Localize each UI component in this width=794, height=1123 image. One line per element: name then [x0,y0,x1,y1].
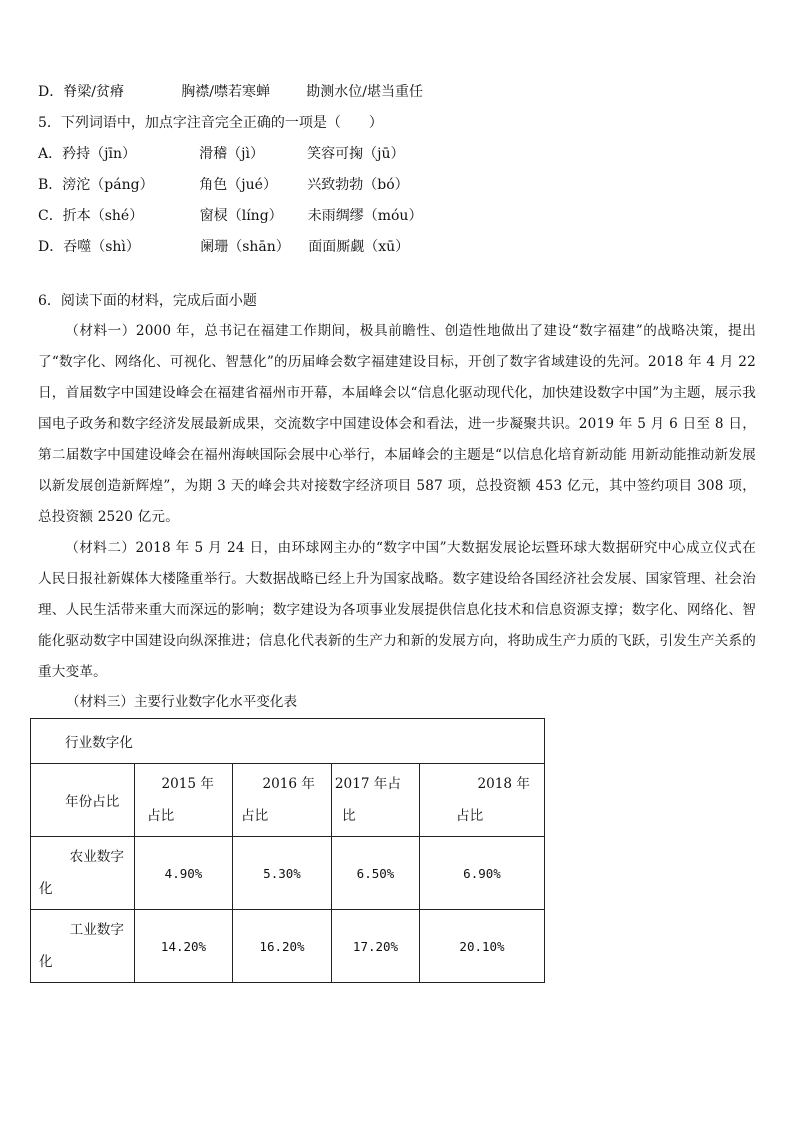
table-cell: 4.90% [135,837,233,910]
table-cell: 5.30% [233,837,332,910]
table-corner-cell: 年份占比 [31,764,135,837]
q5-option-b [38,175,409,195]
table-cell: 6.90% [420,837,545,910]
table-cell: 17.20% [332,910,420,983]
table-row [31,837,545,910]
table-cell: 16.20% [233,910,332,983]
q5-option-a [38,144,404,164]
option-item: 阑珊（shān） [200,239,290,255]
table-header-cell [420,764,545,837]
table-cell: 20.10% [420,910,545,983]
table-title-row [31,719,545,764]
material-one: （材料一）2000 年，总书记在福建工作期间，极具前瞻性、创造性地做出了建设“数字福建”的战略决策，提出了“数字化、网络化、可视化、智慧化”的历届峰会数字福建建设目标，开创了数字省域建设的先河。2018 年 4 月 22 日，首届数字中国建设峰会在福建省福州市开幕，本届峰会以“信息化驱动现代化，加快建设数字中国”为主题，展示我国电子政务和数字经济发展最新成果，交流数字中国建设体会和看法，进一步凝聚共识。2019 年 5 月 6 日至 8 日，第二届数字中国建设峰会在福州海峡国际会展中心举行，本届峰会的主题是“以信息化培育新动能 用新动能推动新发展 以新发展创造新辉煌”，为期 3 天的峰会共对接数字经济项目 587 项，总投资额 453 亿元，其中签约项目 308 项，总投资额 2520 亿元。 [38,323,756,525]
option-item: 兴致勃勃（bó） [307,177,409,193]
material-three-caption: （材料三）主要行业数字化水平变化表 [66,694,298,710]
header-share: 比 [342,808,356,824]
header-share: 占比 [241,808,269,824]
option-item: 折本（shé） [62,208,144,224]
option-label: A． [38,146,63,162]
option-item: 矜持（jīn） [62,146,136,162]
option-item: 笑容可掬（jū） [307,146,405,162]
option-item: 胸襟/噤若寒蝉 [181,84,270,100]
header-year: 2018 年 [477,776,530,792]
q5-option-c [38,206,422,226]
header-year: 2017 年占 [334,776,401,792]
q5-stem: 5．下列词语中，加点字注音完全正确的一项是（ ） [38,115,383,131]
header-share: 占比 [456,808,484,824]
table-header-cell [233,764,332,837]
table-cell: 14.20% [135,910,233,983]
header-year: 2015 年 [161,776,214,792]
row-name: 化 [39,954,53,970]
option-item: 脊梁/贫瘠 [63,84,124,100]
option-item: 未雨绸缪（móu） [307,208,423,224]
table-header-cell [332,764,420,837]
table-header-cell [135,764,233,837]
option-item: 面面厮觑（xū） [308,239,410,255]
header-share: 占比 [147,808,175,824]
option-label: D． [38,239,64,255]
option-label: D． [38,84,64,100]
header-year: 2016 年 [262,776,315,792]
option-label: C． [38,208,63,224]
option-item: 吞噬（shì） [63,239,140,255]
option-item: 窗棂（líng） [199,208,283,224]
row-name-cell [31,837,135,910]
row-name-cell [31,910,135,983]
digitalization-table [30,718,545,983]
q6-stem: 6．阅读下面的材料，完成后面小题 [38,293,257,309]
row-name: 工业数字 [69,922,124,938]
option-item: 角色（jué） [199,177,277,193]
row-name: 农业数字 [69,849,124,865]
table-title: 行业数字化 [31,719,545,764]
material-two: （材料二）2018 年 5 月 24 日，由环球网主办的“数字中国”大数据发展论坛暨环球大数据研究中心成立仪式在人民日报社新媒体大楼隆重举行。大数据战略已经上升为国家战略。数字建设给各国经济社会发展、国家管理、社会治理、人民生活带来重大而深远的影响；数字建设为各项事业发展提供信息化技术和信息资源支撑；数字化、网络化、智能化驱动数字中国建设向纵深推进；信息化代表新的生产力和新的发展方向，将助成生产力质的飞跃，引发生产关系的重大变革。 [38,540,756,680]
option-item: 勘测水位/堪当重任 [306,84,423,100]
row-name: 化 [39,881,53,897]
table-cell: 6.50% [332,837,420,910]
option-label: B． [38,177,63,193]
q4-option-d [38,82,423,102]
table-row [31,910,545,983]
option-item: 滑稽（jì） [199,146,264,162]
option-item: 滂沱（páng） [62,177,154,193]
q5-option-d [38,237,409,257]
table-header-row [31,764,545,837]
